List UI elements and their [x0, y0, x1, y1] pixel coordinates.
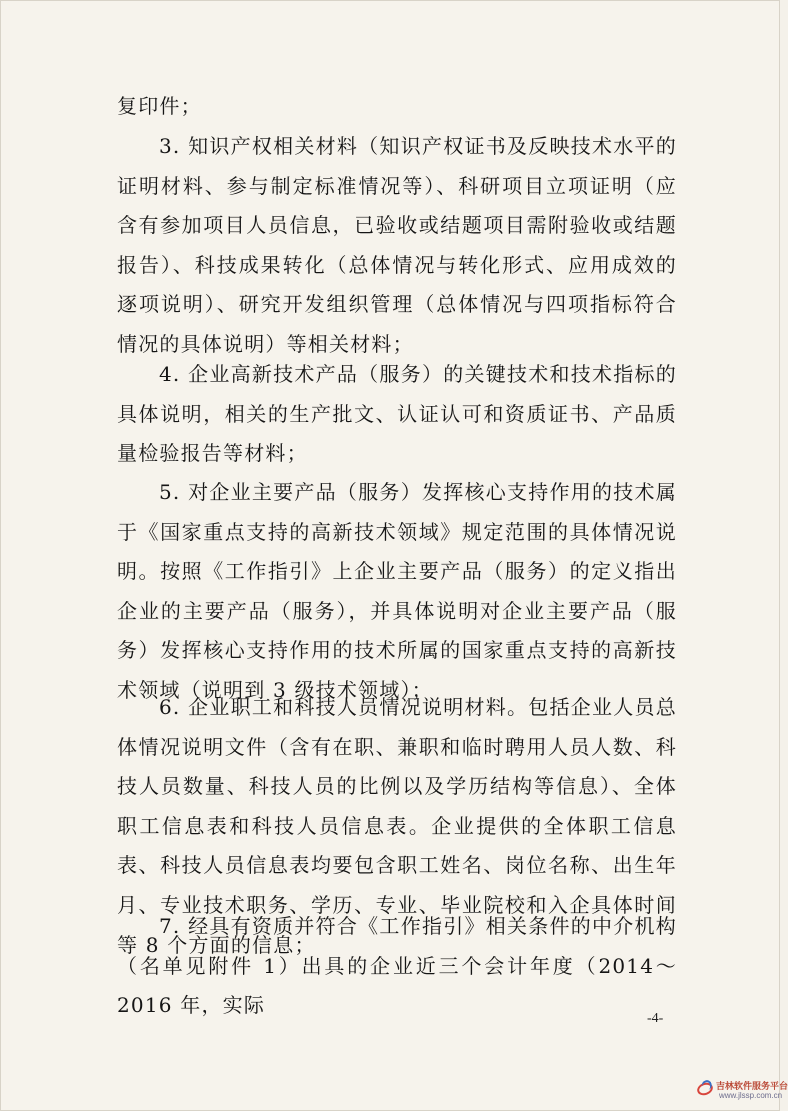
paragraph-item-6: 6. 企业职工和科技人员情况说明材料。包括企业人员总体情况说明文件（含有在职、兼职和临时聘用人员人数、科技人员数量、科技人员的比例以及学历结构等信息）、全体职工信息表和科技人员信息表。企业提供的全体职工信息表、科技人员信息表均要包含职工姓名、岗位名称、出生年月、专业技术职务、学历、专业、毕业院校和入企具体时间等 8 个方面的信息； [117, 695, 677, 957]
paragraph-item-3: 3. 知识产权相关材料（知识产权证书及反映技术水平的证明材料、参与制定标准情况等）、科研项目立项证明（应含有参加项目人员信息，已验收或结题项目需附验收或结题报告）、科技成果转化（总体情况与转化形式、应用成效的逐项说明）、研究开发组织管理（总体情况与四项指标符合情况的具体说明）等相关材料； [117, 134, 677, 356]
paragraph-item-4: 4. 企业高新技术产品（服务）的关键技术和技术指标的具体说明，相关的生产批文、认证认可和资质证书、产品质量检验报告等材料； [117, 362, 677, 466]
paragraph-continuation: 复印件； [117, 94, 202, 118]
watermark-title: 吉林软件服务平台 [716, 1081, 788, 1091]
watermark-url: www.jlssp.com.cn [719, 1091, 783, 1100]
site-watermark [697, 1078, 788, 1102]
paragraph-item-5: 5. 对企业主要产品（服务）发挥核心支持作用的技术属于《国家重点支持的高新技术领域》规定范围的具体情况说明。按照《工作指引》上企业主要产品（服务）的定义指出企业的主要产品（服务），并具体说明对企业主要产品（服务）发挥核心支持作用的技术所属的国家重点支持的高新技术领域（说明到 3 级技术领域）； [117, 480, 677, 702]
paragraph-item-7: 7. 经具有资质并符合《工作指引》相关条件的中介机构（名单见附件 1）出具的企业近三个会计年度（2014～2016 年，实际 [117, 914, 677, 1018]
page-number: -4- [647, 1011, 664, 1026]
platform-logo-icon [695, 1081, 714, 1098]
